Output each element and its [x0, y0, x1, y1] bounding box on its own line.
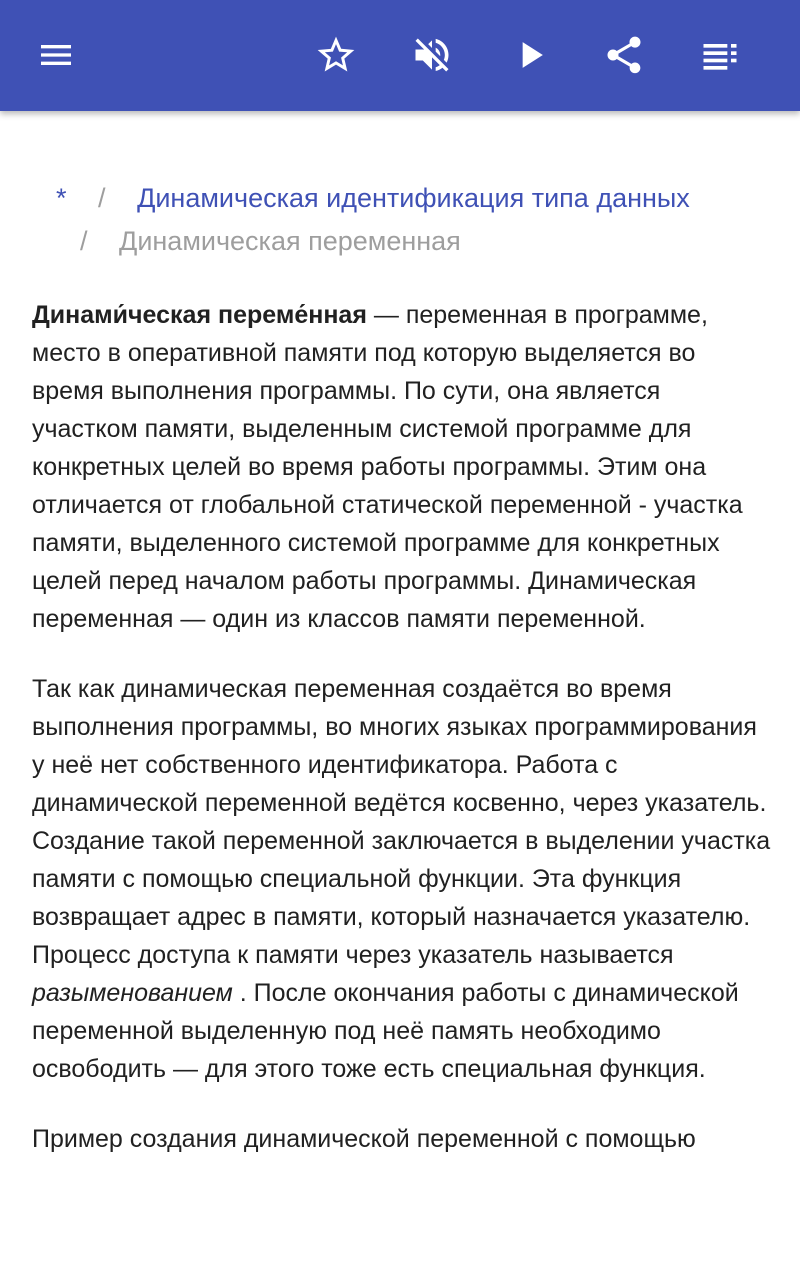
article-term: Динами́ческая переме́нная — [32, 301, 367, 329]
emphasis-term: разыменованием — [32, 979, 233, 1007]
share-icon — [602, 33, 646, 77]
paragraph-2 — [32, 670, 772, 1088]
article-body — [32, 296, 772, 1190]
menu-button[interactable] — [28, 27, 84, 83]
app-toolbar — [0, 0, 800, 111]
contents-button[interactable] — [692, 27, 748, 83]
paragraph-1-text: — переменная в программе, место в оперативной памяти под которую выделяется во время выполнения программы. По сути, она является участком памяти, выделенным системой программе для конкретных целей во время работы программы. Этим она отличается от глобальной статической переменной - участка памяти, выделенного системой программе для конкретных целей перед началом работы программы. Динамическая переменная — один из классов памяти переменной. — [32, 301, 743, 633]
play-icon — [508, 33, 552, 77]
paragraph-3 — [32, 1120, 772, 1158]
paragraph-1 — [32, 296, 772, 638]
paragraph-2-text: Так как динамическая переменная создаётся во время выполнения программы, во многих языках программирования у неё нет собственного идентификатора. Работа с динамической переменной ведётся косвенно, через указатель. Создание такой переменной заключается в выделении участка памяти с помощью специальной функции. Эта функция возвращает адрес в памяти, который назначается указателю. Процесс доступа к памяти через указатель называется — [32, 675, 771, 969]
share-button[interactable] — [596, 27, 652, 83]
breadcrumb-parent-link[interactable]: Динамическая идентификация типа данных — [137, 183, 690, 213]
breadcrumb-separator: / — [98, 183, 106, 213]
breadcrumb-current: Динамическая переменная — [119, 226, 461, 256]
breadcrumb-root-link[interactable]: * — [56, 183, 67, 213]
volume-off-icon — [410, 33, 454, 77]
menu-icon — [36, 35, 76, 75]
breadcrumb-row-1 — [56, 177, 690, 219]
breadcrumb-separator: / — [80, 226, 88, 256]
playlist-icon — [698, 33, 742, 77]
breadcrumb-row-2 — [80, 220, 461, 262]
star-icon — [314, 33, 358, 77]
mute-button[interactable] — [404, 27, 460, 83]
paragraph-3-text: Пример создания динамической переменной с помощью — [32, 1125, 696, 1153]
article-content — [0, 111, 800, 1280]
paragraph-2-tail: . После окончания работы с динамической переменной выделенную под неё память необходимо освободить — для этого тоже есть специальная функция. — [32, 979, 739, 1083]
bookmark-button[interactable] — [308, 27, 364, 83]
play-button[interactable] — [502, 27, 558, 83]
